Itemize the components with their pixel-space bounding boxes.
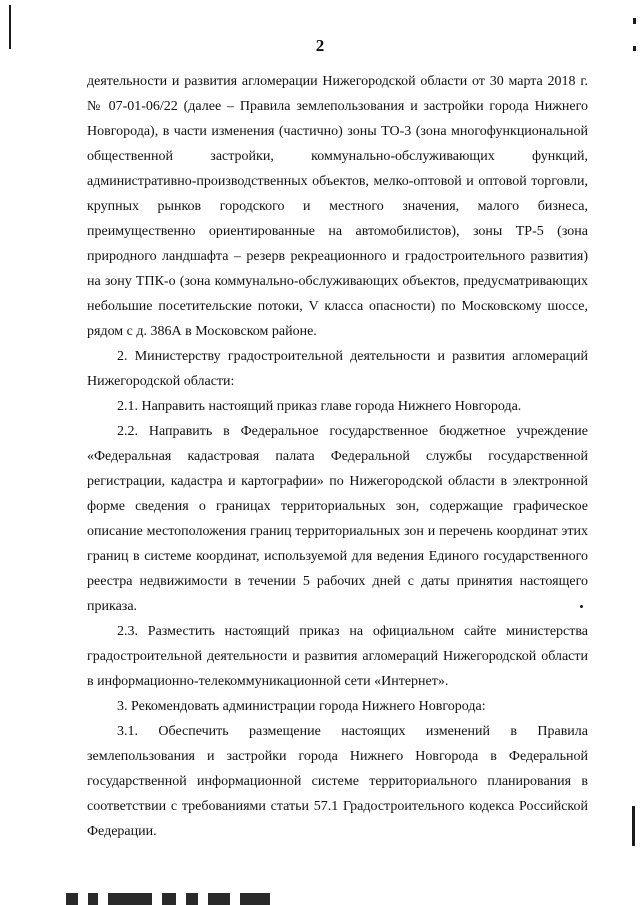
page-number: 2 — [315, 36, 325, 55]
paragraph-item-3-1: 3.1. Обеспечить размещение настоящих изменений в Правила землепользования и застройки города Нижнего Новгорода в Федеральной государственной информационной системе территориального планирования в соответствии с требованиями статьи 57.1 Градостроительного кодекса Российской Федерации. — [87, 724, 588, 839]
scan-edge-mark — [632, 806, 635, 846]
paragraph-item-3: 3. Рекомендовать администрации города Нижнего Новгорода: — [117, 699, 486, 714]
paragraph-continuation: деятельности и развития агломерации Нижегородской области от 30 марта 2018 г. № 07-01-06/22 (далее – Правила землепользования и застройки города Нижнего Новгорода), в части изменения (частично) зоны ТО-3 (зона многофункциональной общественной застройки, коммунально-обслуживающих функций, административно-производственных объектов, мелко-оптовой и оптовой торговли, крупных рынков городского и местного значения, малого бизнеса, преимущественно ориентированные на автомобилистов), зоны ТР-5 (зона природного ландшафта – резерв рекреационного и градостроительного развития) на зону ТПК-о (зона коммунально-обслуживающих объектов, предусматривающих небольшие посетительские потоки, V класса опасности) по Московскому шоссе, рядом с д. 386А в Московском районе. — [87, 74, 588, 339]
paragraph-item-2-3: 2.3. Разместить настоящий приказ на официальном сайте министерства градостроительной деятельности и развития агломераций Нижегородской области в информационно-телекоммуникационной сети «Интернет». — [87, 624, 588, 689]
scan-edge-mark — [633, 18, 636, 24]
paragraph-item-2-2: 2.2. Направить в Федеральное государственное бюджетное учреждение «Федеральная кадастровая палата Федеральной службы государственной регистрации, кадастра и картографии» по Нижегородской области в электронной форме сведения о границах территориальных зон, содержащие графическое описание местоположения границ территориальных зон и перечень координат этих границ в системе координат, используемой для ведения Единого государственного реестра недвижимости в течении 5 рабочих дней с даты принятия настоящего приказа. — [87, 424, 588, 614]
cut-off-next-line — [66, 893, 326, 905]
document-body — [87, 69, 588, 844]
paragraph-item-2: 2. Министерству градостроительной деятельности и развития агломераций Нижегородской области: — [87, 349, 588, 389]
paragraph-item-2-1: 2.1. Направить настоящий приказ главе города Нижнего Новгорода. — [117, 399, 522, 414]
